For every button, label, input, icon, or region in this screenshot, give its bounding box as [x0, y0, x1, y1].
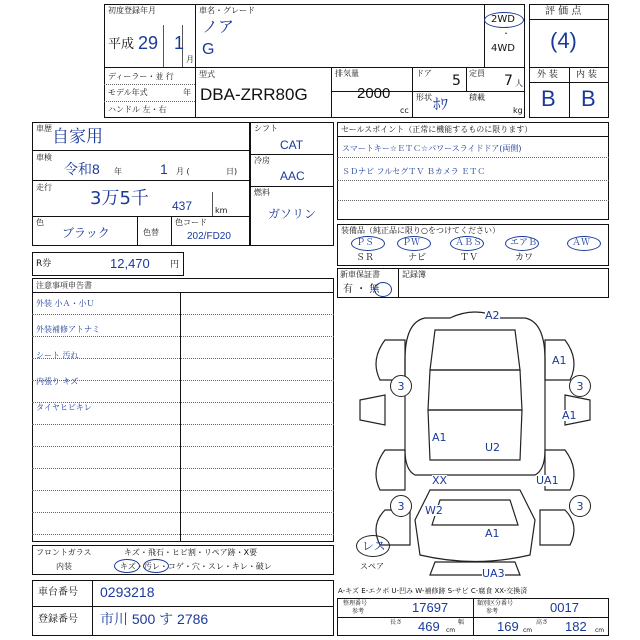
- drive-4wd: 4WD: [491, 43, 515, 54]
- hei-unit: cm: [595, 627, 605, 634]
- inspect-day-unit: 日): [226, 167, 238, 176]
- equip-label: 装備品（純正品に限り○をつけてください）: [341, 226, 500, 235]
- ext-grade: B: [541, 86, 556, 111]
- warranty-value: 有 ・ 無: [343, 284, 380, 295]
- glass-label: フロントガラス: [36, 548, 92, 557]
- door-label: ドア: [416, 69, 432, 78]
- damage-mark: 3: [390, 495, 412, 517]
- inspect-month: 1: [160, 161, 168, 177]
- chassis-value: 0293218: [100, 584, 155, 600]
- fuel-value: ガソリン: [268, 207, 317, 221]
- ac-value: AAC: [280, 169, 305, 183]
- history-value: 自家用: [52, 127, 103, 146]
- equip-circle: [397, 236, 431, 251]
- len-label: 長さ: [390, 619, 403, 626]
- damage-mark: UA1: [536, 474, 559, 487]
- eval-label: 評 価 点: [545, 6, 582, 17]
- equip-item: ＡＢＳ: [455, 238, 483, 248]
- wid-unit: cm: [523, 627, 533, 634]
- warranty-none-circle: [374, 282, 392, 297]
- inspect-era: 令和8: [64, 161, 100, 177]
- auction-value: 17697: [412, 600, 449, 615]
- equip-item: ＰＷ: [402, 238, 421, 248]
- type-label: 型式: [199, 70, 215, 79]
- equip-item: ＰＳ: [356, 238, 375, 248]
- damage-mark: A1: [552, 354, 567, 367]
- equip-item: カワ: [515, 253, 534, 263]
- record-label: 記録簿: [402, 270, 426, 279]
- int-label: 内装: [56, 562, 72, 571]
- mileage-main: 3万5千: [90, 188, 149, 209]
- glass-text: キズ・飛石・ヒビ割・リペア跡・X要: [124, 548, 258, 557]
- damage-mark: W2: [425, 504, 443, 517]
- notes-rule: [32, 490, 334, 491]
- shape-label: 形状: [416, 93, 432, 102]
- door-value: 5: [452, 73, 461, 89]
- int-scratch-circle: [114, 559, 140, 573]
- int-dirt-circle: [143, 559, 169, 573]
- drive-dot: ・: [502, 29, 510, 38]
- warranty-label: 新車保証書: [340, 270, 380, 279]
- spare-circle: [356, 535, 390, 557]
- ac-label: 冷房: [254, 156, 270, 165]
- recycle-value: 12,470: [110, 256, 150, 271]
- equip-circle: [351, 236, 385, 251]
- history-label: 車歴: [36, 124, 52, 133]
- wid-value: 169: [497, 619, 519, 634]
- mileage-unit: km: [215, 206, 228, 215]
- chassis-label: 車台番号: [38, 587, 78, 598]
- shift-label: シフト: [254, 124, 278, 133]
- plate-label: 登録番号: [38, 614, 78, 625]
- shape-value: ﾎﾜ: [433, 95, 449, 113]
- drive-2wd: 2WD: [491, 14, 515, 25]
- notes-rule: [32, 534, 334, 535]
- notes-label: 注意事項申告書: [36, 281, 92, 290]
- damage-mark: A1: [432, 431, 447, 444]
- equip-item: エアＢ: [510, 238, 538, 248]
- int-label: 内 装: [576, 70, 597, 80]
- int-text: キズ・汚レ・コゲ・穴・スレ・キレ・破レ: [120, 562, 272, 571]
- spare-label: スペア: [360, 562, 384, 571]
- dealer-label: ディーラー・並 行: [108, 72, 174, 81]
- cat-ref: 参考: [486, 608, 499, 615]
- load-label: 積載: [469, 93, 485, 102]
- inspect-label: 車検: [36, 153, 52, 162]
- equip-item: ＴＶ: [460, 253, 479, 263]
- first-reg-label: 初度登録年月: [108, 6, 156, 15]
- spare-mark: レス: [362, 539, 386, 553]
- grade-value: G: [202, 41, 215, 58]
- color-code: 202/FD20: [187, 231, 231, 242]
- auction-label: 整理番号: [343, 600, 368, 607]
- damage-mark: UA3: [482, 567, 505, 580]
- notes-rule: [32, 446, 334, 447]
- color-change-label: 色替: [143, 228, 159, 237]
- cap-label: 定員: [469, 69, 485, 78]
- notes-line: 外装 小Ａ・小Ｕ: [36, 299, 95, 308]
- damage-mark: U2: [485, 441, 501, 454]
- notes-rule: [32, 468, 334, 469]
- equip-item: ＳＲ: [356, 253, 375, 263]
- damage-mark: 3: [569, 495, 591, 517]
- first-reg-year: 29: [138, 33, 159, 53]
- equip-circle: [505, 236, 539, 251]
- first-reg-month: 1: [174, 33, 185, 53]
- color-value: ブラック: [62, 226, 110, 240]
- auction-ref: 参考: [352, 608, 365, 615]
- legend: A-キズ E-エクボ U-凹み W-補修跡 S-サビ C-腐食 XX-交換済: [338, 587, 528, 595]
- notes-line: タイヤヒビキレ: [36, 403, 92, 412]
- equip-item: ナビ: [408, 253, 427, 263]
- wid-label: 幅: [458, 619, 465, 626]
- cat-value: 0017: [550, 600, 579, 615]
- equip-circle: [450, 236, 484, 251]
- hei-label: 高さ: [536, 619, 549, 626]
- notes-rule: [32, 424, 334, 425]
- damage-mark: A1: [562, 409, 577, 422]
- cap-unit: 人: [515, 79, 523, 88]
- recycle-box: [32, 252, 184, 276]
- sales-label: セールスポイント（正常に機能するものに限ります）: [341, 125, 533, 134]
- eval-score: (4): [550, 28, 577, 53]
- hei-value: 182: [565, 619, 587, 634]
- notes-rule: [32, 314, 334, 315]
- damage-mark: A2: [485, 309, 500, 322]
- color-label: 色: [36, 218, 44, 227]
- recycle-label: R券: [36, 259, 52, 269]
- model-year-label: モデル年式: [108, 88, 148, 97]
- handle-label: ハンドル 左・右: [108, 105, 167, 114]
- len-unit: cm: [446, 627, 456, 634]
- notes-rule: [32, 336, 334, 337]
- int-grade: B: [581, 86, 596, 111]
- model-year-unit: 年: [183, 88, 191, 97]
- notes-line: シート 汚れ: [36, 351, 79, 360]
- equip-item: ＡＷ: [572, 238, 591, 248]
- sales-line1: スマートキー☆ＥＴＣ☆パワースライドドア(両側): [342, 144, 522, 153]
- notes-line: 外装補修アトナミ: [36, 325, 100, 334]
- notes-rule: [32, 512, 334, 513]
- damage-mark: A1: [485, 527, 500, 540]
- sales-line2: ＳＤナビ フルセグＴＶ Ｂカメラ ＥＴＣ: [342, 167, 486, 176]
- mileage-label: 走行: [36, 183, 52, 192]
- ext-label: 外 装: [537, 70, 558, 80]
- cat-label: 類別区分番号: [477, 600, 514, 607]
- notes-line: 内張り キズ: [36, 377, 79, 386]
- first-reg-month-unit: 月: [186, 55, 194, 64]
- equip-circle: [567, 236, 601, 251]
- len-value: 469: [418, 619, 440, 634]
- plate-value: 市川 500 す 2786: [100, 611, 209, 627]
- mileage-sub: 437: [172, 199, 193, 213]
- disp-value: 2000: [357, 85, 391, 102]
- shift-value: CAT: [280, 138, 304, 152]
- damage-mark: XX: [432, 474, 448, 487]
- damage-mark: 3: [390, 375, 412, 397]
- disp-label: 排気量: [335, 69, 359, 78]
- load-unit: kg: [513, 106, 523, 115]
- damage-mark: 3: [569, 375, 591, 397]
- inspect-year-unit: 年: [114, 167, 122, 176]
- cap-value: 7: [504, 73, 513, 89]
- color-code-label: 色コード: [175, 218, 207, 227]
- carname-label: 車名・グレード: [199, 6, 255, 15]
- carname-value: ノア: [202, 19, 235, 36]
- type-value: DBA-ZRR80G: [200, 85, 308, 104]
- first-reg-era: 平成: [108, 37, 135, 52]
- fuel-label: 燃料: [254, 188, 270, 197]
- disp-unit: cc: [400, 106, 409, 115]
- inspect-month-unit: 月 (: [176, 167, 190, 176]
- recycle-unit: 円: [170, 260, 180, 270]
